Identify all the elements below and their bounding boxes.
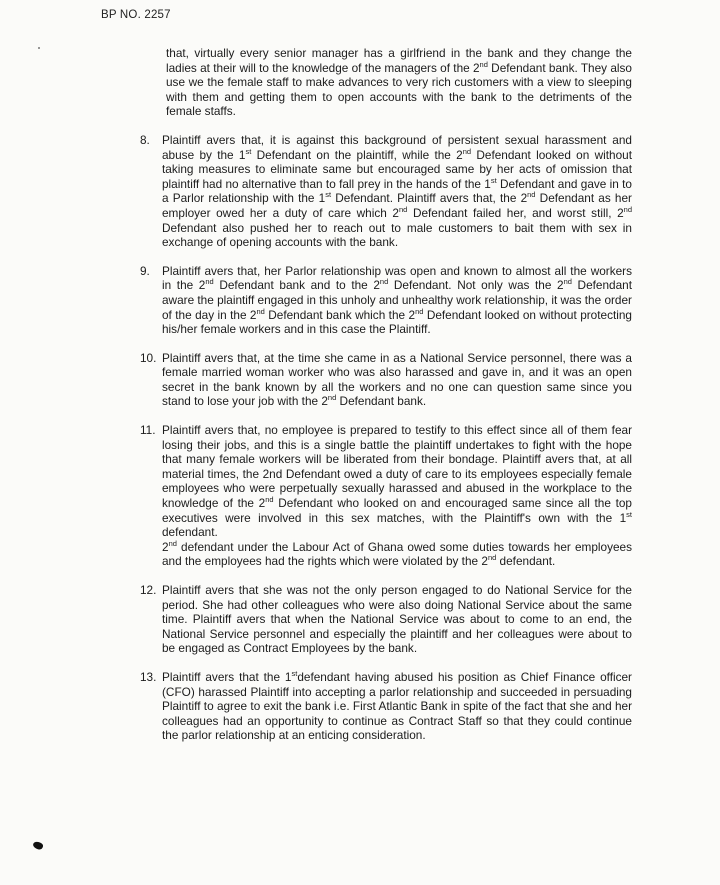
paragraph-body: Plaintiff avers that, at the time she came in as a National Service personnel, there was a female married woman worker who was also harassed and gave in, and it was an open secret in the bank known by all the workers and no one can question same since you stand to lose your job with the 2nd Defendant bank.	[162, 350, 632, 409]
ordinal-suffix: st	[325, 190, 332, 200]
ordinal-suffix: nd	[479, 59, 488, 69]
paragraph-10	[140, 351, 632, 409]
paragraph-9	[140, 264, 632, 337]
ordinal-suffix: nd	[399, 205, 408, 215]
page-reference: BP NO. 2257	[101, 9, 171, 21]
ordinal-suffix: nd	[415, 306, 424, 316]
intro-paragraph: that, virtually every senior manager has a girlfriend in the bank and they change the ladies at their will to the knowledge of the managers of the 2nd Defendant bank. They also use we the female staff to make advances to very rich customers with a view to sleeping with them and getting them to open accounts with the bank to the detriments of the female staffs.	[166, 46, 632, 119]
paragraph-number: 9.	[140, 263, 150, 278]
paragraph-text	[162, 133, 632, 250]
ordinal-suffix: st	[626, 509, 632, 519]
paragraph-number: 12.	[140, 583, 157, 597]
paragraph-8	[140, 133, 632, 250]
paragraph-body: Plaintiff avers that she was not the only person engaged to do National Service for the period. She had other colleagues who were also doing National Service about the same time. Plaintiff avers that when the National Service was about to come to an end, the National Service personnel and especially the plaintiff and her colleagues were about to be engaged as Contract Employees by the bank.	[162, 583, 632, 656]
paragraph-text	[162, 583, 632, 656]
paragraph-number: 8.	[140, 132, 150, 147]
document-body	[140, 46, 632, 757]
speck-mark	[38, 47, 40, 49]
paragraph-text	[162, 423, 632, 569]
paragraph-text	[162, 351, 632, 409]
paragraph-11	[140, 423, 632, 569]
paragraph-13	[140, 670, 632, 743]
paragraph-12	[140, 583, 632, 656]
ordinal-suffix: nd	[265, 495, 274, 505]
ordinal-suffix: nd	[379, 277, 389, 287]
paragraph-body: Plaintiff avers that, no employee is prepared to testify to this effect since all of them fear losing their jobs, and this is a single battle the plaintiff undertakes to fight with the hope that many female workers will be liberated from their bondage. Plaintiff avers that, at all material times, the 2nd Defendant owed a duty of care to its employees especially female employees who were perpetually sexually harassed and abused in the workplace to the knowledge of the 2nd Defendant who looked on and encouraged same since all the top executives were involved in this sex matches, with the Plaintiff's own with the 1st defendant.	[162, 423, 632, 540]
paragraph-number: 11.	[140, 423, 156, 438]
paragraph-body: Plaintiff avers that, it is against this background of persistent sexual harassment and abuse by the 1st Defendant on the plaintiff, while the 2nd Defendant looked on without taking measures to eliminate same but encouraged same by her acts of omission that plaintiff had no alternative than to fall prey in the hands of the 1st Defendant and gave in to a Parlor relationship with the 1st Defendant. Plaintiff avers that, the 2nd Defendant as her employer owed her a duty of care which 2nd Defendant failed her, and worst still, 2nd Defendant also pushed her to reach out to male customers to bait them with sex in exchange of opening accounts with the bank.	[162, 132, 632, 250]
ordinal-suffix: nd	[623, 205, 632, 215]
ordinal-suffix: st	[245, 146, 252, 156]
ordinal-suffix: nd	[563, 277, 572, 287]
ordinal-suffix: nd	[205, 277, 214, 287]
ordinal-suffix: st	[490, 175, 497, 185]
paragraph-number: 13.	[140, 669, 157, 684]
paragraph-text	[162, 670, 632, 743]
ordinal-suffix: st	[291, 669, 298, 679]
paragraph-body: Plaintiff avers that, her Parlor relationship was open and known to almost all the workers in the 2nd Defendant bank and to the 2nd Defendant. Not only was the 2nd Defendant aware the plaintiff engaged in this unholy and unhealthy work relationship, it was the order of the day in the 2nd Defendant bank which the 2nd Defendant looked on without protecting his/her female workers and in this case the Plaintiff.	[162, 263, 632, 337]
ordinal-suffix: nd	[487, 553, 497, 563]
ordinal-suffix: nd	[327, 393, 337, 403]
ordinal-suffix: nd	[462, 146, 472, 156]
paragraph-text	[162, 264, 632, 337]
paragraph-continuation: 2nd defendant under the Labour Act of Ghana owed some duties towards her employees and the employees had the rights which were violated by the 2nd defendant.	[162, 538, 632, 569]
ink-mark	[32, 840, 44, 851]
ordinal-suffix: nd	[527, 190, 536, 200]
ordinal-suffix: nd	[256, 306, 265, 316]
paragraph-number: 10.	[140, 350, 157, 365]
paragraph-body: Plaintiff avers that the 1stdefendant having abused his position as Chief Finance officer (CFO) harassed Plaintiff into accepting a parlor relationship and succeeded in persuading Plaintiff to agree to exit the bank i.e. First Atlantic Bank in spite of the fact that she and her colleagues had an opportunity to continue as Contract Staff so that they could continue the parlor relationship at an enticing consideration.	[162, 669, 632, 743]
ordinal-suffix: nd	[168, 538, 177, 548]
